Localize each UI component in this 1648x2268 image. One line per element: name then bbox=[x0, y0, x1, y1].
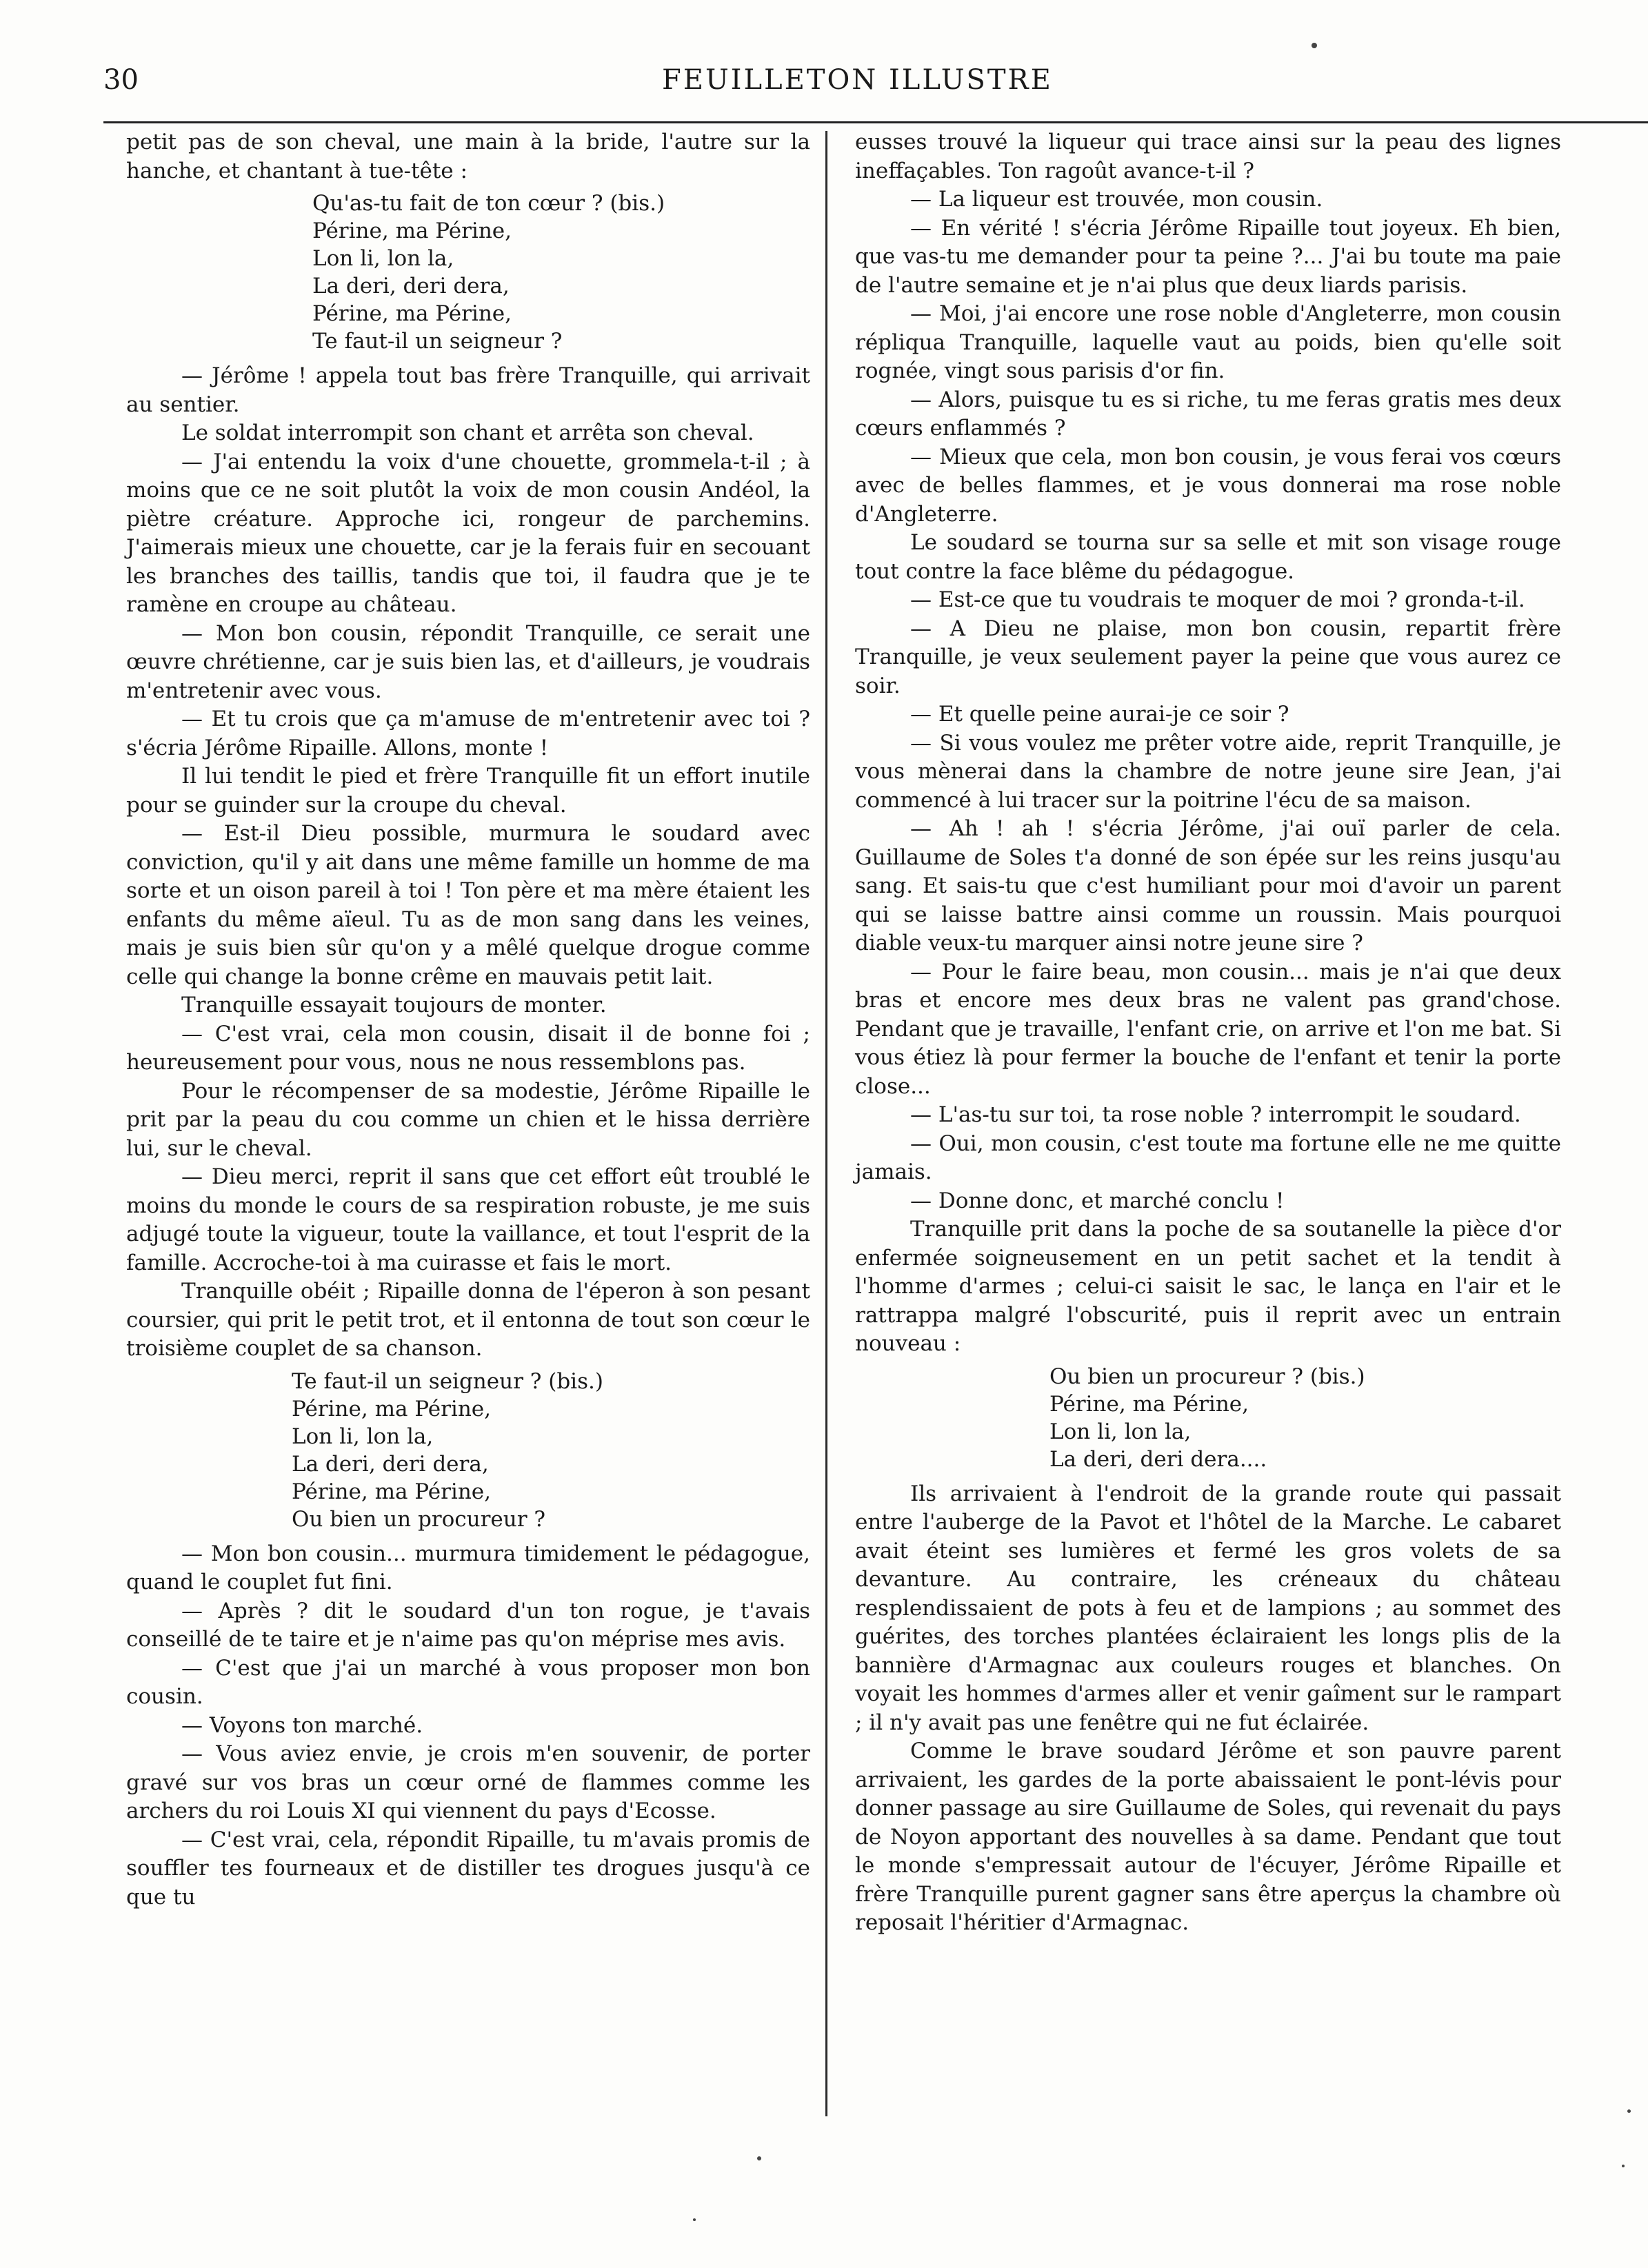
verse-line: Périne, ma Périne, bbox=[312, 219, 512, 243]
verse-line: La deri, deri dera.... bbox=[1049, 1446, 1267, 1472]
paragraph: — A Dieu ne plaise, mon bon cousin, repartit frère Tranquille, je veux seulement payer la peine que vous aurez ce soir. bbox=[855, 616, 1561, 698]
page-number: 30 bbox=[103, 64, 139, 96]
paragraph: eusses trouvé la liqueur qui trace ainsi sur la peau des lignes ineffaçables. Ton ragoût avance-t-il ? bbox=[855, 130, 1561, 183]
paragraph: — Et tu crois que ça m'amuse de m'entretenir avec toi ? s'écria Jérôme Ripaille. Allons, monte ! bbox=[126, 707, 810, 760]
paragraph: — La liqueur est trouvée, mon cousin. bbox=[910, 187, 1323, 212]
paragraph: Tranquille essayait toujours de monter. bbox=[181, 993, 607, 1017]
paragraph: — Voyons ton marché. bbox=[181, 1712, 423, 1738]
paragraph: — Mon bon cousin... murmura timidement le pédagogue, quand le couplet fut fini. bbox=[126, 1541, 810, 1594]
paragraph: Le soldat interrompit son chant et arrêta son cheval. bbox=[181, 421, 754, 445]
verse-line: Qu'as-tu fait de ton cœur ? (bis.) bbox=[312, 191, 665, 216]
verse-line: Lon li, lon la, bbox=[1049, 1419, 1192, 1444]
paragraph: — Vous aviez envie, je crois m'en souvenir, de porter gravé sur vos bras un cœur orné de flammes comme les archers du roi Louis XI qui viennent du pays d'Ecosse. bbox=[126, 1741, 810, 1823]
paragraph: — Mon bon cousin, répondit Tranquille, ce serait une œuvre chrétienne, car je suis bien las, et d'ailleurs, je voudrais m'entretenir avec vous. bbox=[126, 620, 810, 703]
paragraph: — L'as-tu sur toi, ta rose noble ? interrompit le soudard. bbox=[910, 1102, 1521, 1127]
ink-speck bbox=[757, 2156, 761, 2160]
paragraph: — Alors, puisque tu es si riche, tu me feras gratis mes deux cœurs enflammés ? bbox=[855, 387, 1561, 441]
song-verse bbox=[312, 190, 810, 355]
paragraph: Ils arrivaient à l'endroit de la grande route qui passait entre l'auberge de la Pavot et l'hôtel de la Marche. Le cabaret avait éteint ses lumières et fermé les gros volets de sa devanture. Au contraire, les créneaux du château resplendissaient de pots à feu et de lampions ; au sommet des guérites, des torches plantées éclairaient les longs plis de la bannière d'Armagnac aux couleurs rouges et blanches. On voyait les hommes d'armes aller et venir gaîment sur le rampart ; il n'y avait pas une fenêtre qui ne fut éclairée. bbox=[855, 1481, 1561, 1735]
paragraph: Pour le récompenser de sa modestie, Jérôme Ripaille le prit par la peau du cou comme un chien et le hissa derrière lui, sur le cheval. bbox=[126, 1078, 810, 1161]
left-column bbox=[126, 128, 810, 1912]
ink-speck bbox=[1627, 2109, 1631, 2113]
paragraph: — Jérôme ! appela tout bas frère Tranquille, qui arrivait au sentier. bbox=[126, 363, 810, 417]
paragraph: — J'ai entendu la voix d'une chouette, grommela-t-il ; à moins que ce ne soit plutôt la voix de mon cousin Andéol, la piètre créature. Approche ici, rongeur de parchemins. J'aimerais mieux une chouette, car je la ferais fuir en secouant les branches des taillis, tandis que toi, il faudra que je te ramène en croupe au château. bbox=[126, 449, 810, 617]
verse-line: Ou bien un procureur ? bbox=[292, 1506, 546, 1532]
column-rule bbox=[825, 131, 827, 2116]
ink-speck bbox=[1312, 43, 1317, 48]
paragraph: — C'est vrai, cela mon cousin, disait il de bonne foi ; heureusement pour vous, nous ne nous ressemblons pas. bbox=[126, 1021, 810, 1075]
verse-line: Ou bien un procureur ? (bis.) bbox=[1049, 1364, 1365, 1389]
paragraph: — Si vous voulez me prêter votre aide, reprit Tranquille, je vous mènerai dans la chambre de notre jeune sire Jean, j'ai commencé à lui tracer sur la poitrine l'écu de sa maison. bbox=[855, 730, 1561, 813]
ink-speck bbox=[693, 2218, 696, 2221]
paragraph: — Moi, j'ai encore une rose noble d'Angleterre, mon cousin répliqua Tranquille, laquelle vaut au poids, bien qu'elle soit rognée, vingt sous parisis d'or fin. bbox=[855, 301, 1561, 383]
paragraph: — Donne donc, et marché conclu ! bbox=[910, 1188, 1285, 1213]
paragraph: — Est-il Dieu possible, murmura le soudard avec conviction, qu'il y ait dans une même famille un homme de ma sorte et un oison pareil à toi ! Ton père et ma mère étaient les enfants du même aïeul. Tu as de mon sang dans les veines, mais je suis bien sûr qu'on y a mêlé quelque drogue comme celle qui change la bonne crême en mauvais petit lait. bbox=[126, 821, 810, 989]
verse-line: La deri, deri dera, bbox=[312, 274, 510, 298]
verse-line: Périne, ma Périne, bbox=[312, 301, 512, 326]
paragraph: petit pas de son cheval, une main à la bride, l'autre sur la hanche, et chantant à tue-tête : bbox=[126, 130, 810, 183]
paragraph: — Oui, mon cousin, c'est toute ma fortune elle ne me quitte jamais. bbox=[855, 1131, 1561, 1184]
page-header bbox=[0, 59, 1648, 101]
paragraph: — C'est que j'ai un marché à vous proposer mon bon cousin. bbox=[126, 1655, 810, 1709]
paragraph: — Pour le faire beau, mon cousin... mais je n'ai que deux bras et encore mes deux bras ne valent pas grand'chose. Pendant que je travaille, l'enfant crie, on arrive et l'on me bat. Si vous étiez là pour fermer la bouche de l'enfant et tenir la porte close... bbox=[855, 959, 1561, 1099]
paragraph: Tranquille prit dans la poche de sa soutanelle la pièce d'or enfermée soigneusement en un petit sachet et la tendit à l'homme d'armes ; celui-ci saisit le sac, le lança en l'air et le rattrappa malgré l'obscurité, puis il reprit avec un entrain nouveau : bbox=[855, 1217, 1561, 1356]
verse-line: Lon li, lon la, bbox=[312, 246, 454, 271]
song-verse bbox=[1049, 1363, 1561, 1473]
paragraph: Tranquille obéit ; Ripaille donna de l'éperon à son pesant coursier, qui prit le petit trot, et il entonna de tout son cœur le troisième couplet de sa chanson. bbox=[126, 1279, 810, 1361]
verse-line: Lon li, lon la, bbox=[292, 1424, 434, 1449]
verse-line: Périne, ma Périne, bbox=[1049, 1391, 1249, 1417]
paragraph: — C'est vrai, cela, répondit Ripaille, tu m'avais promis de souffler tes fourneaux et de distiller tes drogues jusqu'à ce que tu bbox=[126, 1827, 810, 1910]
verse-line: Périne, ma Périne, bbox=[292, 1479, 492, 1504]
verse-line: La deri, deri dera, bbox=[292, 1451, 489, 1477]
running-title: FEUILLETON ILLUSTRE bbox=[662, 64, 1053, 96]
paragraph: — Ah ! ah ! s'écria Jérôme, j'ai ouï parler de cela. Guillaume de Soles t'a donné de son épée sur les reins jusqu'au sang. Et sais-tu que c'est humiliant pour moi d'avoir un parent qui se laisse battre ainsi comme un roussin. Mais pourquoi diable veux-tu marquer ainsi notre jeune sire ? bbox=[855, 816, 1561, 955]
paragraph: — Est-ce que tu voudrais te moquer de moi ? gronda-t-il. bbox=[910, 587, 1525, 612]
right-column bbox=[855, 128, 1561, 1938]
paragraph: — Mieux que cela, mon bon cousin, je vous ferai vos cœurs avec de belles flammes, et je vous donnerai ma rose noble d'Angleterre. bbox=[855, 444, 1561, 527]
header-rule bbox=[103, 121, 1648, 123]
song-verse bbox=[292, 1368, 810, 1533]
ink-speck bbox=[1622, 2165, 1625, 2167]
paragraph: — En vérité ! s'écria Jérôme Ripaille tout joyeux. Eh bien, que vas-tu me demander pour ta peine ?... J'ai bu toute ma paie de l'autre semaine et je n'ai plus que deux liards parisis. bbox=[855, 215, 1561, 298]
verse-line: Te faut-il un seigneur ? (bis.) bbox=[292, 1368, 603, 1394]
paragraph: — Après ? dit le soudard d'un ton rogue, je t'avais conseillé de te taire et je n'aime pas qu'on méprise mes avis. bbox=[126, 1598, 810, 1652]
paragraph: Comme le brave soudard Jérôme et son pauvre parent arrivaient, les gardes de la porte abaissaient le pont-lévis pour donner passage au sire Guillaume de Soles, qui revenait du pays de Noyon apportant des nouvelles à sa dame. Pendant que tout le monde s'empressait autour de l'écuyer, Jérôme Ripaille et frère Tranquille purent gagner sans être aperçus la chambre où reposait l'héritier d'Armagnac. bbox=[855, 1739, 1561, 1935]
paragraph: — Et quelle peine aurai-je ce soir ? bbox=[910, 702, 1289, 727]
paragraph: — Dieu merci, reprit il sans que cet effort eût troublé le moins du monde le cours de sa respiration robuste, je me suis adjugé toute la vigueur, toute la vaillance, et tout l'esprit de la famille. Accroche-toi à ma cuirasse et fais le mort. bbox=[126, 1164, 810, 1275]
paragraph: Il lui tendit le pied et frère Tranquille fit un effort inutile pour se guinder sur la croupe du cheval. bbox=[126, 764, 810, 818]
verse-line: Te faut-il un seigneur ? bbox=[312, 329, 563, 354]
verse-line: Périne, ma Périne, bbox=[292, 1396, 492, 1421]
paragraph: Le soudard se tourna sur sa selle et mit son visage rouge tout contre la face blême du pédagogue. bbox=[855, 530, 1561, 584]
